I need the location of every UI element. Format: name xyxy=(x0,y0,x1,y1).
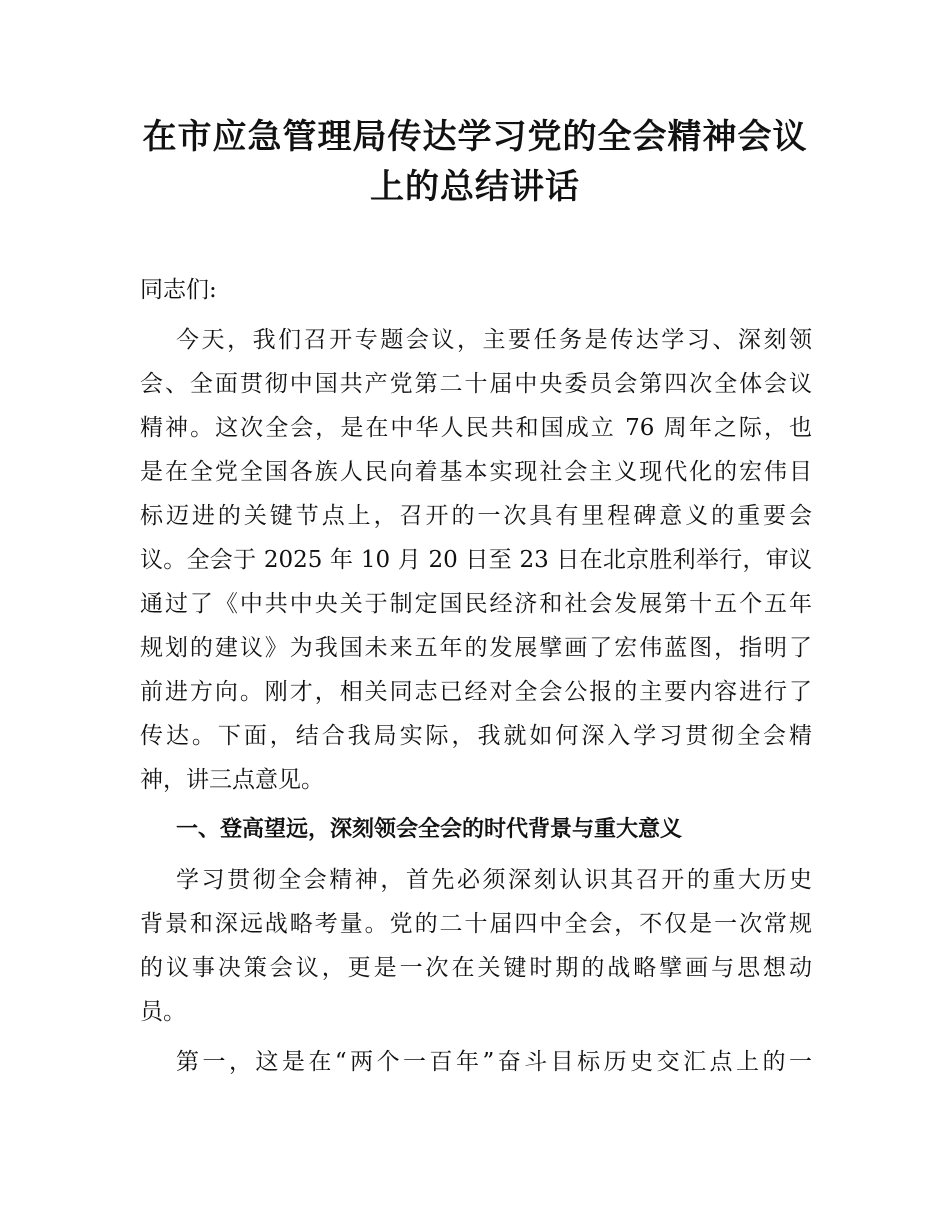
paragraph-line: 通过了《中共中央关于制定国民经济和社会发展第十五个五年 xyxy=(140,591,812,617)
paragraph-line: 神，讲三点意见。 xyxy=(140,767,324,793)
paragraph-line: 第一，这是在“两个一百年”奋斗目标历史交汇点上的一 xyxy=(176,1049,812,1075)
title-line-1: 在市应急管理局传达学习党的全会精神会议 xyxy=(142,117,808,157)
salutation: 同志们: xyxy=(140,277,217,303)
paragraph-line: 传达。下面，结合我局实际，我就如何深入学习贯彻全会精 xyxy=(140,723,812,749)
paragraph-line: 员。 xyxy=(140,999,186,1025)
paragraph-line: 的议事决策会议，更是一次在关键时期的战略擘画与思想动 xyxy=(140,955,812,981)
paragraph-line: 前进方向。刚才，相关同志已经对全会公报的主要内容进行了 xyxy=(140,679,812,705)
paragraph-line: 精神。这次全会，是在中华人民共和国成立 76 周年之际，也 xyxy=(140,415,812,441)
paragraph-line: 标迈进的关键节点上，召开的一次具有里程碑意义的重要会 xyxy=(140,503,812,529)
document-title xyxy=(100,112,850,212)
paragraph-line: 今天，我们召开专题会议，主要任务是传达学习、深刻领 xyxy=(176,327,812,353)
paragraph-3 xyxy=(140,1040,812,1084)
section-heading-1: 一、登高望远，深刻领会全会的时代背景与重大意义 xyxy=(176,817,683,842)
document-body xyxy=(140,268,812,1084)
paragraph-line: 背景和深远战略考量。党的二十届四中全会，不仅是一次常规 xyxy=(140,911,812,937)
paragraph-line: 规划的建议》为我国未来五年的发展擘画了宏伟蓝图，指明了 xyxy=(140,635,812,661)
paragraph-line: 学习贯彻全会精神，首先必须深刻认识其召开的重大历史 xyxy=(176,867,812,893)
paragraph-line: 会、全面贯彻中国共产党第二十届中央委员会第四次全体会议 xyxy=(140,371,812,397)
paragraph-2 xyxy=(140,858,812,1034)
paragraph-line: 议。全会于 2025 年 10 月 20 日至 23 日在北京胜利举行，审议 xyxy=(140,547,812,573)
title-line-2: 上的总结讲话 xyxy=(370,167,580,207)
paragraph-1 xyxy=(140,318,812,802)
paragraph-line: 是在全党全国各族人民向着基本实现社会主义现代化的宏伟目 xyxy=(140,459,812,485)
